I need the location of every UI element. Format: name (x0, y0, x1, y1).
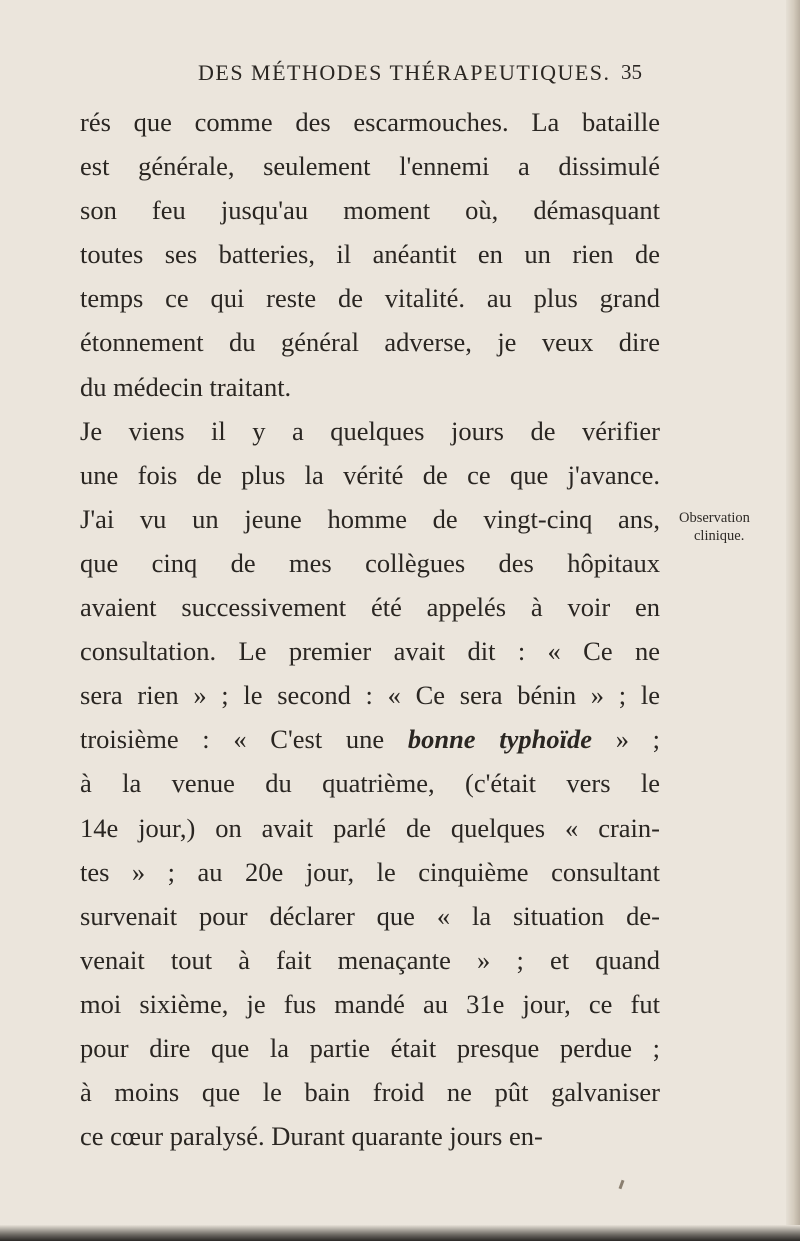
text-line: son feu jusqu'au moment où, démasquant (80, 195, 660, 226)
running-head-title: DES MÉTHODES THÉRAPEUTIQUES. (198, 60, 611, 85)
text-line: consultation. Le premier avait dit : « Ce ne (80, 636, 660, 667)
text-line: rés que comme des escarmouches. La bataille (80, 107, 660, 137)
text-line: pour dire que la partie était presque perdue ; (80, 1032, 660, 1063)
margin-note (679, 509, 799, 545)
page-edge-bottom (0, 1225, 800, 1241)
text-line: une fois de plus la vérité de ce que j'avance. (80, 459, 660, 490)
text-line: 14e jour,) on avait parlé de quelques « crain- (80, 812, 660, 843)
text-line: J'ai vu un jeune homme de vingt-cinq ans, (80, 503, 660, 534)
text-line: toutes ses batteries, il anéantit en un rien de (80, 239, 660, 270)
text-line: à moins que le bain froid ne pût galvaniser (80, 1077, 660, 1108)
text-line: que cinq de mes collègues des hôpitaux (80, 547, 660, 578)
text-line: étonnement du général adverse, je veux dire (80, 327, 660, 358)
text-line: venait tout à fait menaçante » ; et quand (80, 944, 660, 975)
text-line: moi sixième, je fus mandé au 31e jour, ce fut (80, 988, 660, 1019)
page-number: 35 (621, 60, 642, 84)
text-line: survenait pour déclarer que « la situation de- (80, 900, 660, 931)
text-line: temps ce qui reste de vitalité. au plus grand (80, 283, 660, 314)
text-line: du médecin traitant. (80, 371, 292, 402)
margin-note-line: clinique. (694, 528, 745, 544)
text-line: tes » ; au 20e jour, le cinquième consultant (80, 856, 660, 887)
paper-speck (619, 1180, 625, 1189)
margin-note-line: Observation (679, 510, 750, 526)
italic-phrase: bonne typhoïde (407, 724, 592, 755)
text-line (80, 717, 660, 761)
running-head (0, 60, 800, 90)
text-line: est générale, seulement l'ennemi a dissimulé (80, 151, 660, 182)
text-line: sera rien » ; le second : « Ce sera bénin » ; le (80, 680, 660, 711)
text-line: à la venue du quatrième, (c'était vers le (80, 768, 660, 799)
page-edge-right (786, 0, 800, 1241)
body-text (80, 100, 660, 1158)
text-line: Je viens il y a quelques jours de vérifier (80, 415, 660, 446)
text-span: » ; (592, 724, 660, 755)
text-line: ce cœur paralysé. Durant quarante jours en- (80, 1121, 543, 1152)
text-line: avaient successivement été appelés à voir en (80, 592, 660, 623)
text-span: troisième : « C'est une (80, 724, 408, 755)
